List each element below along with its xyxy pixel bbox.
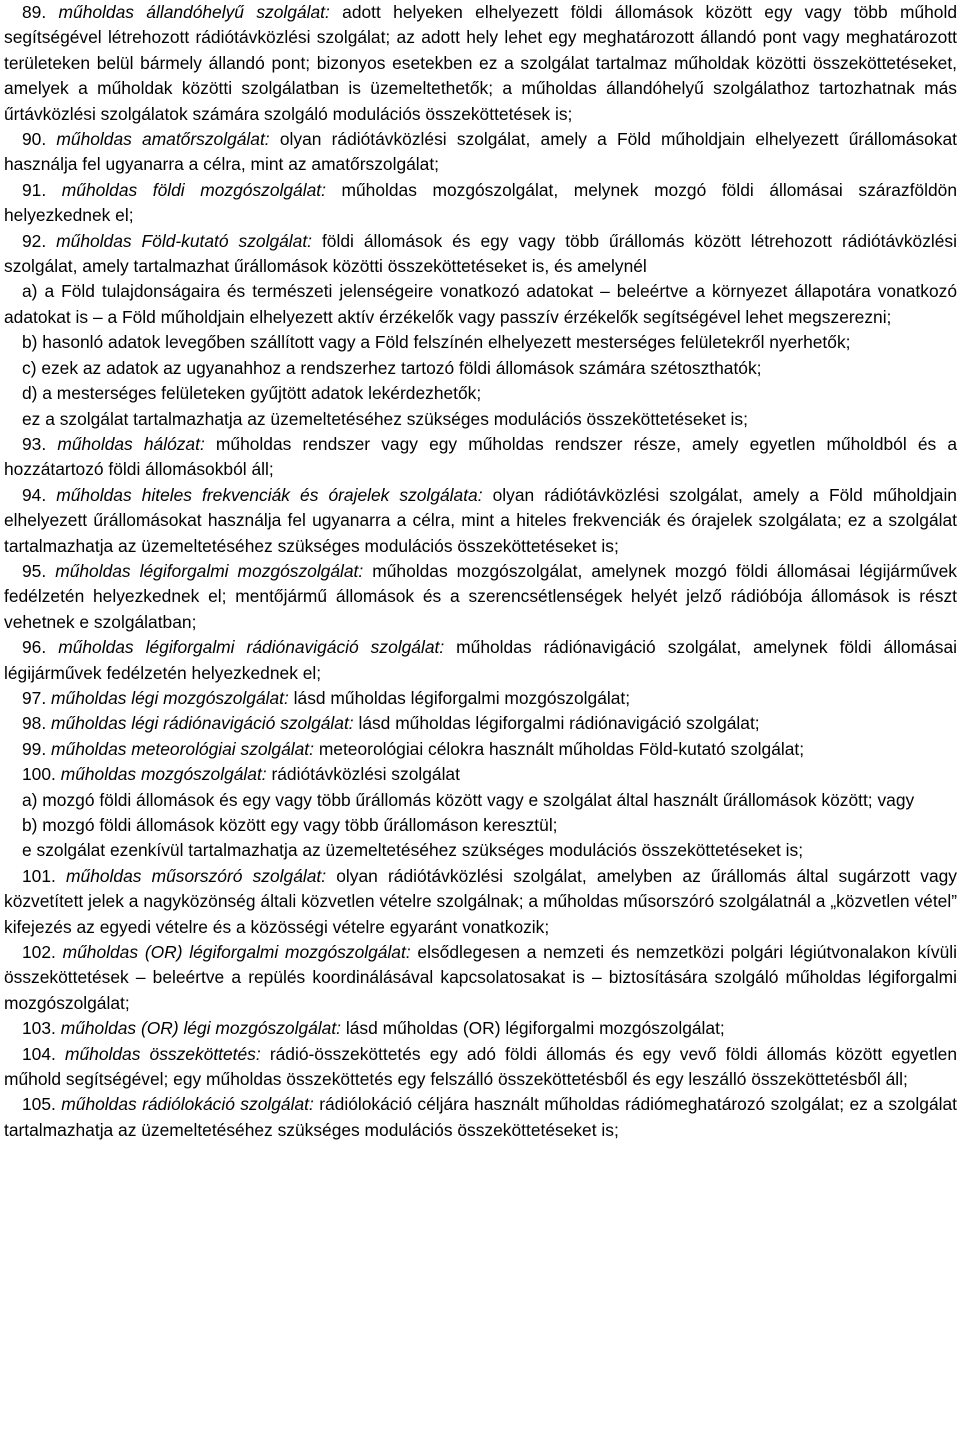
defined-term: műholdas hálózat:	[57, 433, 205, 454]
defined-term: műholdas mozgószolgálat:	[60, 764, 267, 785]
defined-term: műholdas állandóhelyű szolgálat:	[58, 2, 330, 22]
defined-term: műholdas rádiólokáció szolgálat:	[61, 1094, 314, 1115]
item-number: 100.	[22, 764, 56, 785]
definition-text: földi állomások és egy vagy több űrállomás között létrehozott rádiótávközlési szolgálat, amely tartalmazhat űrállomások közötti összeköttetéseket is, és amelynél	[4, 230, 957, 277]
item-number: 102.	[22, 942, 56, 963]
defined-term: műholdas légiforgalmi mozgószolgálat:	[55, 560, 364, 581]
subitem-92-c: c) ezek az adatok az ugyanahhoz a rendszerhez tartozó földi állomások számára szétoszthatók;	[22, 357, 762, 378]
item-number: 93.	[22, 433, 47, 454]
definition-91	[4, 178, 957, 229]
definition-text: műholdas mozgószolgálat, melynek mozgó földi állomásai szárazföldön helyezkednek el;	[4, 179, 957, 226]
item-number: 95.	[22, 560, 47, 581]
defined-term: műholdas Föld-kutató szolgálat:	[56, 230, 312, 251]
definition-text: lásd műholdas légiforgalmi mozgószolgálat;	[288, 687, 631, 708]
definition-97	[4, 686, 957, 711]
item-number: 97.	[22, 687, 47, 708]
defined-term: műholdas amatőrszolgálat:	[56, 129, 270, 150]
defined-term: műholdas meteorológiai szolgálat:	[51, 738, 314, 759]
defined-term: műholdas földi mozgószolgálat:	[61, 179, 326, 200]
definition-text: olyan rádiótávközlési szolgálat, amely a Föld műholdjain elhelyezett űrállomásokat használja fel ugyanarra a célra, mint az amatőrszolgálat;	[4, 129, 957, 175]
item-number: 104.	[22, 1043, 56, 1064]
defined-term: műholdas légi mozgószolgálat:	[51, 687, 289, 708]
definition-text: lásd műholdas (OR) légiforgalmi mozgószolgálat;	[341, 1018, 725, 1039]
definition-93	[4, 432, 957, 483]
definition-text: műholdas mozgószolgálat, amelynek mozgó földi állomásai légijárművek fedélzetén helyezkednek el; mentőjármű állomások és a szerencsétlenségek helyét jelző rádióbója állomások is részt vehetnek e szolgálatban;	[4, 560, 957, 632]
definition-text: meteorológiai célokra használt műholdas Föld-kutató szolgálat;	[313, 738, 805, 759]
subitem-100-closing: e szolgálat ezenkívül tartalmazhatja az üzemeltetéséhez szükséges modulációs összeköttetéseket is;	[22, 840, 804, 861]
defined-term: műholdas (OR) légiforgalmi mozgószolgálat:	[62, 942, 411, 963]
defined-term: műholdas hiteles frekvenciák és órajelek szolgálata:	[56, 484, 483, 505]
definition-98	[4, 711, 957, 736]
subitem-92-a: a) a Föld tulajdonságaira és természeti jelenségeire vonatkozó adatokat – beleértve a környezet állapotára vonatkozó adatokat is – a Föld műholdjain elhelyezett aktív érzékelők vagy passzív érzékelők segítségével lehet megszerezni;	[4, 281, 957, 327]
item-number: 92.	[22, 230, 47, 251]
definition-text: műholdas rádiónavigáció szolgálat, amelynek földi állomásai légijárművek fedélzetén helyezkednek el;	[4, 637, 957, 683]
definition-text: adott helyeken elhelyezett földi állomások között egy vagy több műhold segítségével létrehozott rádiótávközlési szolgálat; az adott hely lehet egy meghatározott állandó pont vagy meghatározott területeken belül bármely állandó pont; bizonyos esetekben ez a szolgálat tartalmaz műholdak közötti összeköttetéseket, amelyek a műholdak közötti szolgálatban is üzemeltethetők; a műholdas állandóhelyű szolgálathoz tartozhatnak más űrtávközlési szolgálatok számára szolgáló modulációs összeköttetések is;	[4, 2, 958, 124]
subitem-92-b: b) hasonló adatok levegőben szállított vagy a Föld felszínén elhelyezett mesterséges felületekről nyerhetők;	[22, 332, 851, 353]
item-number: 101.	[22, 865, 56, 886]
subitem-100-a: a) mozgó földi állomások és egy vagy több űrállomás között vagy e szolgálat által használt űrállomások között; vagy	[22, 789, 915, 810]
item-number: 96.	[22, 637, 47, 658]
definition-95	[4, 559, 957, 635]
item-number: 94.	[22, 484, 47, 505]
defined-term: műholdas légi rádiónavigáció szolgálat:	[51, 713, 354, 734]
item-number: 89.	[22, 2, 47, 22]
subitem-100-b: b) mozgó földi állomások között egy vagy több űrállomáson keresztül;	[22, 815, 558, 835]
definition-text: rádiótávközlési szolgálat	[266, 764, 460, 785]
item-number: 103.	[22, 1018, 56, 1039]
definition-text: műholdas rendszer vagy egy műholdas rendszer része, amely egyetlen műholdból és a hozzátartozó földi állomásokból áll;	[4, 433, 957, 480]
item-number: 98.	[22, 713, 47, 734]
subitem-92-closing: ez a szolgálat tartalmazhatja az üzemeltetéséhez szükséges modulációs összeköttetéseket is;	[22, 408, 748, 429]
definition-text: elsődlegesen a nemzeti és nemzetközi polgári légiútvonalakon kívüli összeköttetések – beleértve a repülés koordinálásával kapcsolatosakat is – biztosítására szolgáló műholdas légiforgalmi mozgószolgálat;	[4, 942, 957, 1013]
defined-term: műholdas műsorszóró szolgálat:	[66, 865, 327, 886]
definition-105	[4, 1092, 957, 1143]
definition-99	[4, 737, 957, 762]
definition-text: lásd műholdas légiforgalmi rádiónavigáció szolgálat;	[353, 713, 760, 734]
definition-96	[4, 635, 957, 686]
defined-term: műholdas összeköttetés:	[65, 1043, 261, 1064]
definition-89	[4, 0, 957, 127]
definition-text: rádió-összeköttetés egy adó földi állomás és egy vevő földi állomás között egyetlen műhold segítségével; egy műholdas összeköttetés egy felszálló összeköttetésből és egy leszálló összeköttetésből áll;	[4, 1043, 957, 1090]
item-number: 91.	[22, 179, 47, 200]
definition-94	[4, 483, 957, 559]
definition-104	[4, 1042, 957, 1093]
definition-103	[4, 1016, 957, 1041]
definition-text: olyan rádiótávközlési szolgálat, amelyben az űrállomás által sugárzott vagy közvetített jelek a nagyközönség általi közvetlen vételre szolgálnak; a műholdas műsorszóró szolgálatnál a „közvetlen vétel” kifejezés az egyedi vételre és a közösségi vételre egyaránt vonatkozik;	[4, 865, 957, 937]
item-number: 105.	[22, 1094, 56, 1115]
definition-102	[4, 940, 957, 1016]
defined-term: műholdas (OR) légi mozgószolgálat:	[60, 1018, 342, 1039]
item-number: 99.	[22, 738, 47, 759]
definition-text: olyan rádiótávközlési szolgálat, amely a Föld műholdjain elhelyezett űrállomásokat használja fel ugyanarra a célra, mint a hiteles frekvenciák és órajelek szolgálata; ez a szolgálat tartalmazhatja az üzemeltetéséhez szükséges modulációs összeköttetéseket is;	[4, 484, 957, 556]
definition-92	[4, 229, 957, 280]
definition-text: rádiólokáció céljára használt műholdas rádiómeghatározó szolgálat; ez a szolgálat tartalmazhatja az üzemeltetéséhez szükséges modulációs összeköttetéseket is;	[4, 1094, 957, 1140]
definition-101	[4, 864, 957, 940]
item-number: 90.	[22, 129, 47, 150]
definition-90	[4, 127, 957, 178]
definition-100	[4, 762, 957, 787]
defined-term: műholdas légiforgalmi rádiónavigáció szolgálat:	[58, 637, 445, 658]
subitem-92-d: d) a mesterséges felületeken gyűjtött adatok lekérdezhetők;	[22, 383, 482, 404]
